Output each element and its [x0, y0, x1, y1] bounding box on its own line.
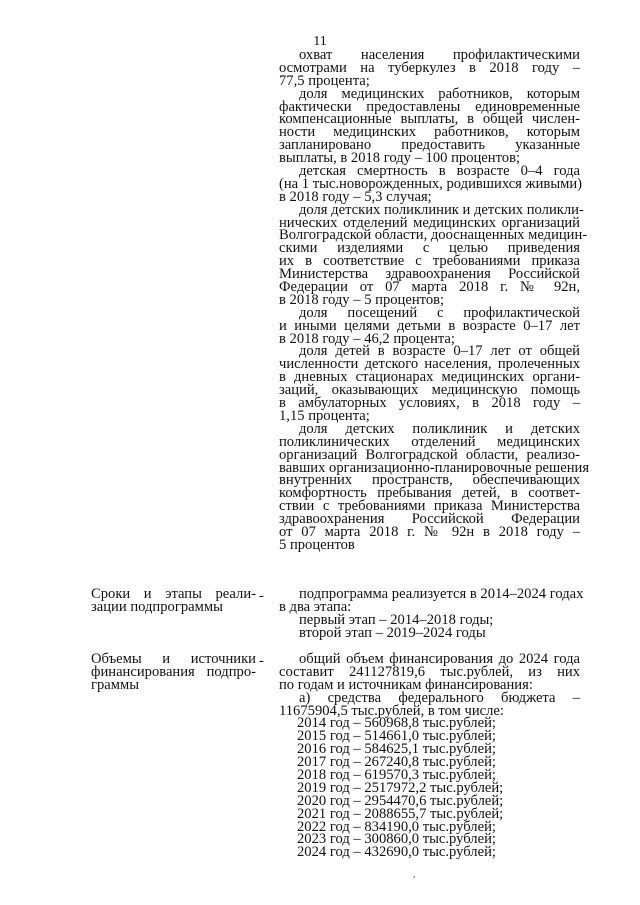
- text-line: выплаты, в 2018 году – 100 процентов;: [279, 150, 521, 167]
- text-line: ности медицинских работников, которым: [279, 124, 580, 141]
- year-line: 2014 год – 560968,8 тыс.рублей;: [297, 715, 496, 732]
- text-line: охват населения профилактическими: [299, 47, 580, 63]
- text-line: фактически предоставлены единовременные: [279, 98, 580, 115]
- text-line: 11675904,5 тыс.рублей, в том числе:: [279, 702, 504, 719]
- text-line: компенсационные выплаты, в общей числен-: [279, 111, 580, 128]
- year-line: 2023 год – 300860,0 тыс.рублей;: [297, 831, 496, 848]
- text-line: доля детских поликлиник и детских: [299, 420, 580, 437]
- page-number: 11: [313, 34, 327, 49]
- text-line: организаций Волгоградской области, реализо-: [279, 446, 580, 463]
- text-line: их в соответствие с требованиями приказа: [279, 253, 580, 270]
- text-line: от 07 марта 2018 г. № 92н в 2018 году –: [279, 523, 580, 540]
- text-line: доля детей в возрасте 0–17 лет от общей: [299, 343, 580, 360]
- text-line: и иными целями детьми в возрасте 0–17 лет: [279, 317, 580, 334]
- year-line: 2019 год – 2517972,2 тыс.рублей;: [297, 779, 504, 796]
- text-line: доля детских поликлиник и детских поликли-: [299, 201, 584, 218]
- text-line: вавших организационно-планировочные решения: [279, 459, 590, 476]
- text-line: общий объем финансирования до 2024 года: [299, 651, 580, 667]
- text-line: подпрограмма реализуется в 2014–2024 годах: [299, 586, 584, 602]
- text-line: внутренних пространств, обеспечивающих: [279, 472, 580, 489]
- year-line: 2017 год – 267240,8 тыс.рублей;: [297, 754, 496, 771]
- text-line: в 2018 году – 46,2 процента;: [279, 330, 455, 347]
- year-line: 2020 год – 2954470,6 тыс.рублей;: [297, 792, 504, 809]
- label-line: граммы: [91, 676, 140, 693]
- label-line: Объемы и источники: [91, 651, 256, 667]
- label-line: Сроки и этапы реали-: [91, 586, 256, 602]
- text-line: в 2018 году – 5,3 случая;: [279, 188, 432, 205]
- text-line: доля медицинских работников, которым: [299, 85, 580, 102]
- text-line: ствии с требованиями приказа Министерства: [279, 498, 580, 515]
- text-line: нических отделений медицинских организаций: [279, 214, 580, 231]
- text-line: по годам и источникам финансирования:: [279, 676, 533, 693]
- text-line: составит 241127819,6 тыс.рублей, из них: [279, 663, 580, 680]
- terms-label: [91, 588, 256, 614]
- text-line: скими изделиями с целью приведения: [279, 240, 580, 257]
- text-line: доля посещений с профилактической: [299, 304, 580, 321]
- text-line: в амбулаторных условиях, в 2018 году –: [279, 395, 580, 412]
- text-line: первый этап – 2014–2018 годы;: [299, 611, 494, 628]
- funding-text: [279, 653, 580, 859]
- terms-text: [279, 586, 584, 641]
- text-line: численности детского населения, пролеченных: [279, 356, 580, 373]
- funding-dash: -: [259, 653, 264, 669]
- year-line: 2015 год – 514661,0 тыс.рублей;: [297, 728, 496, 745]
- label-line: финансирования подпро-: [91, 663, 256, 680]
- text-line: 77,5 процента;: [279, 72, 370, 89]
- text-line: Волгоградской области, дооснащенных медицин-: [279, 227, 588, 244]
- year-line: 2022 год – 834190,0 тыс.рублей;: [297, 818, 496, 835]
- text-line: заций, оказывающих медицинскую помощь: [279, 382, 580, 399]
- year-line: 2018 год – 619570,3 тыс.рублей;: [297, 767, 496, 784]
- text-line: 1,15 процента;: [279, 407, 370, 424]
- terms-dash: -: [259, 588, 264, 604]
- text-line: а) средства федерального бюджета –: [299, 689, 580, 706]
- label-line: зации подпрограммы: [91, 598, 223, 615]
- text-line: (на 1 тыс.новорожденных, родившихся живыми): [279, 175, 583, 192]
- funding-label: [91, 653, 256, 692]
- text-line: Министерства здравоохранения Российской: [279, 266, 580, 283]
- text-line: 5 процентов: [279, 536, 355, 553]
- year-line: 2021 год – 2088655,7 тыс.рублей;: [297, 805, 504, 822]
- text-line: в дневных стационарах медицинских органи-: [279, 369, 580, 386]
- text-line: в два этапа:: [279, 598, 352, 615]
- indicators-text: [279, 47, 590, 553]
- text-line: запланировано предоставить указанные: [279, 137, 580, 154]
- year-line: 2024 год – 432690,0 тыс.рублей;: [297, 844, 496, 861]
- scan-mark: ,: [413, 869, 416, 880]
- text-line: поликлинических отделений медицинских: [279, 433, 580, 450]
- text-line: второй этап – 2019–2024 годы: [299, 624, 486, 641]
- text-line: осмотрами на туберкулез в 2018 году –: [279, 59, 580, 76]
- text-line: детская смертность в возрасте 0–4 года: [299, 163, 580, 180]
- text-line: здравоохранения Российской Федерации: [279, 511, 580, 528]
- year-line: 2016 год – 584625,1 тыс.рублей;: [297, 741, 496, 758]
- text-line: комфортность пребывания детей, в соответ-: [279, 485, 580, 502]
- text-line: Федерации от 07 марта 2018 г. № 92н,: [279, 279, 580, 296]
- text-line: в 2018 году – 5 процентов;: [279, 291, 445, 308]
